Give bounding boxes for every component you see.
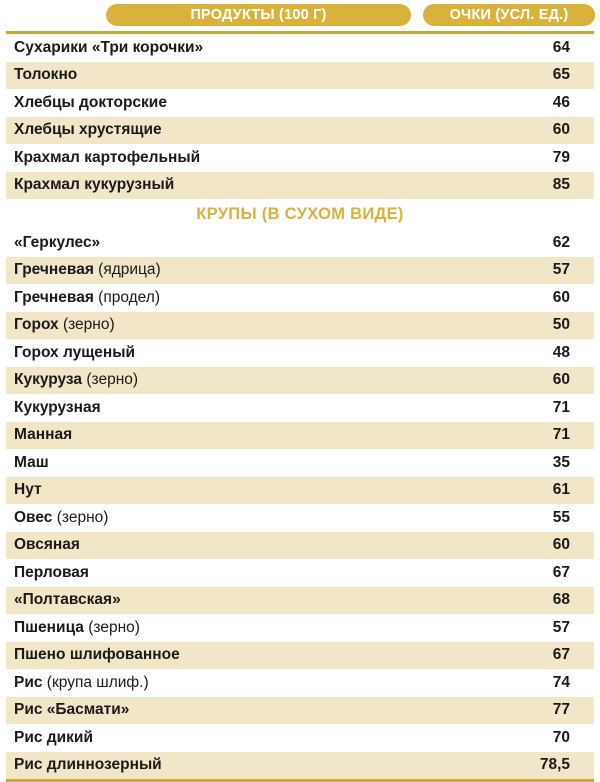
- product-points-value: 60: [552, 371, 570, 389]
- product-name-main: Гречневая: [14, 288, 94, 306]
- table-header: [0, 0, 600, 28]
- product-points-value: 64: [552, 38, 570, 56]
- section-header: [6, 199, 594, 229]
- product-name-main: Овсяная: [14, 536, 80, 554]
- product-name: [14, 756, 162, 774]
- table-row: [6, 339, 594, 367]
- product-points-value: 74: [552, 673, 570, 691]
- table-row: [6, 367, 594, 395]
- product-points-value: 57: [552, 618, 570, 636]
- product-name-qualifier: (зерно): [83, 618, 140, 636]
- table-row: [6, 89, 594, 117]
- product-points-value: 62: [552, 233, 570, 251]
- product-points-value: 60: [552, 121, 570, 139]
- product-name: [14, 234, 100, 252]
- table-row: [6, 312, 594, 340]
- product-name-main: «Геркулес»: [14, 233, 101, 251]
- table-row: [6, 532, 594, 560]
- product-name-main: Сухарики «Три корочки»: [14, 38, 204, 56]
- table-row: [6, 669, 594, 697]
- table-row: [6, 477, 594, 505]
- header-products-label: ПРОДУКТЫ (100 Г): [106, 4, 411, 26]
- table-row: [6, 559, 594, 587]
- product-points-value: 67: [552, 563, 570, 581]
- product-name-main: Горох лущеный: [14, 343, 136, 361]
- product-name-qualifier: (продел): [93, 288, 160, 306]
- product-name-main: Рис «Басмати»: [14, 701, 130, 719]
- product-name: [14, 426, 72, 444]
- product-points-value: 70: [552, 728, 570, 746]
- product-points-value: 77: [552, 701, 570, 719]
- table-row: [6, 587, 594, 615]
- product-name: [14, 454, 49, 472]
- product-name: [14, 261, 161, 279]
- product-name-main: Крахмал кукурузный: [14, 176, 175, 194]
- product-points-value: 67: [552, 646, 570, 664]
- product-name-main: Овес: [14, 508, 53, 526]
- table-row: [6, 504, 594, 532]
- product-name: [14, 344, 135, 362]
- product-name-main: Горох: [14, 316, 59, 334]
- table-row: [6, 172, 594, 200]
- product-name: [14, 176, 174, 194]
- product-name: [14, 399, 101, 417]
- product-name: [14, 371, 138, 389]
- product-points-value: 85: [552, 176, 570, 194]
- product-name-main: Рис длиннозерный: [14, 756, 162, 774]
- product-name: [14, 701, 129, 719]
- product-name-qualifier: (зерно): [82, 371, 139, 389]
- product-points-value: 68: [552, 591, 570, 609]
- product-name: [14, 619, 140, 637]
- table-row: [6, 614, 594, 642]
- product-name-qualifier: (крупа шлиф.): [42, 673, 149, 691]
- product-name: [14, 66, 77, 84]
- product-name: [14, 94, 167, 112]
- product-points-value: 46: [552, 93, 570, 111]
- product-name-qualifier: (ядрица): [93, 261, 161, 279]
- product-name-main: Маш: [14, 453, 49, 471]
- product-name-main: Рис: [14, 673, 43, 691]
- section-header-label: КРУПЫ (В СУХОМ ВИДЕ): [196, 204, 404, 223]
- product-name: [14, 509, 108, 527]
- product-points-value: 35: [552, 453, 570, 471]
- table-row: [6, 752, 594, 780]
- product-name: [14, 646, 180, 664]
- product-name: [14, 564, 89, 582]
- product-name-main: Хлебцы хрустящие: [14, 121, 162, 139]
- table-row: [6, 117, 594, 145]
- table-row: [6, 422, 594, 450]
- table-row: [6, 284, 594, 312]
- product-name-main: Перловая: [14, 563, 89, 581]
- table-row: [6, 229, 594, 257]
- product-name-main: Крахмал картофельный: [14, 148, 201, 166]
- table-row: [6, 62, 594, 90]
- product-name-qualifier: (зерно): [58, 316, 115, 334]
- product-name: [14, 316, 115, 334]
- product-name-main: Толокно: [14, 66, 78, 84]
- table-row: [6, 144, 594, 172]
- food-table: [6, 31, 594, 779]
- product-name-main: Нут: [14, 481, 42, 499]
- product-points-value: 60: [552, 288, 570, 306]
- table-row: [6, 724, 594, 752]
- header-points-label: ОЧКИ (УСЛ. ЕД.): [423, 4, 595, 26]
- product-name: [14, 729, 93, 747]
- table-row: [6, 394, 594, 422]
- product-name-main: Пшеница: [14, 618, 84, 636]
- product-points-value: 57: [552, 261, 570, 279]
- product-points-value: 71: [552, 398, 570, 416]
- product-points-value: 48: [552, 343, 570, 361]
- product-name-main: Пшено шлифованное: [14, 646, 180, 664]
- product-name-main: Рис дикий: [14, 728, 93, 746]
- product-name-main: Манная: [14, 426, 73, 444]
- product-points-value: 65: [552, 66, 570, 84]
- table-row: [6, 34, 594, 62]
- product-name: [14, 674, 149, 692]
- product-name: [14, 121, 162, 139]
- table-row: [6, 257, 594, 285]
- product-name-main: «Полтавская»: [14, 591, 121, 609]
- product-points-value: 79: [552, 148, 570, 166]
- product-name-qualifier: (зерно): [52, 508, 109, 526]
- product-name: [14, 481, 42, 499]
- product-name: [14, 39, 203, 57]
- product-name: [14, 149, 200, 167]
- table-row: [6, 697, 594, 725]
- product-name-main: Хлебцы докторские: [14, 93, 167, 111]
- table-row: [6, 449, 594, 477]
- product-name: [14, 591, 121, 609]
- product-name-main: Кукуруза: [14, 371, 83, 389]
- product-name: [14, 289, 160, 307]
- table-row: [6, 642, 594, 670]
- product-points-value: 61: [552, 481, 570, 499]
- product-points-value: 50: [552, 316, 570, 334]
- product-points-value: 60: [552, 536, 570, 554]
- product-points-value: 71: [552, 426, 570, 444]
- product-name: [14, 536, 80, 554]
- product-points-value: 78,5: [539, 756, 570, 774]
- product-name-main: Гречневая: [14, 261, 94, 279]
- product-points-value: 55: [552, 508, 570, 526]
- product-name-main: Кукурузная: [14, 398, 101, 416]
